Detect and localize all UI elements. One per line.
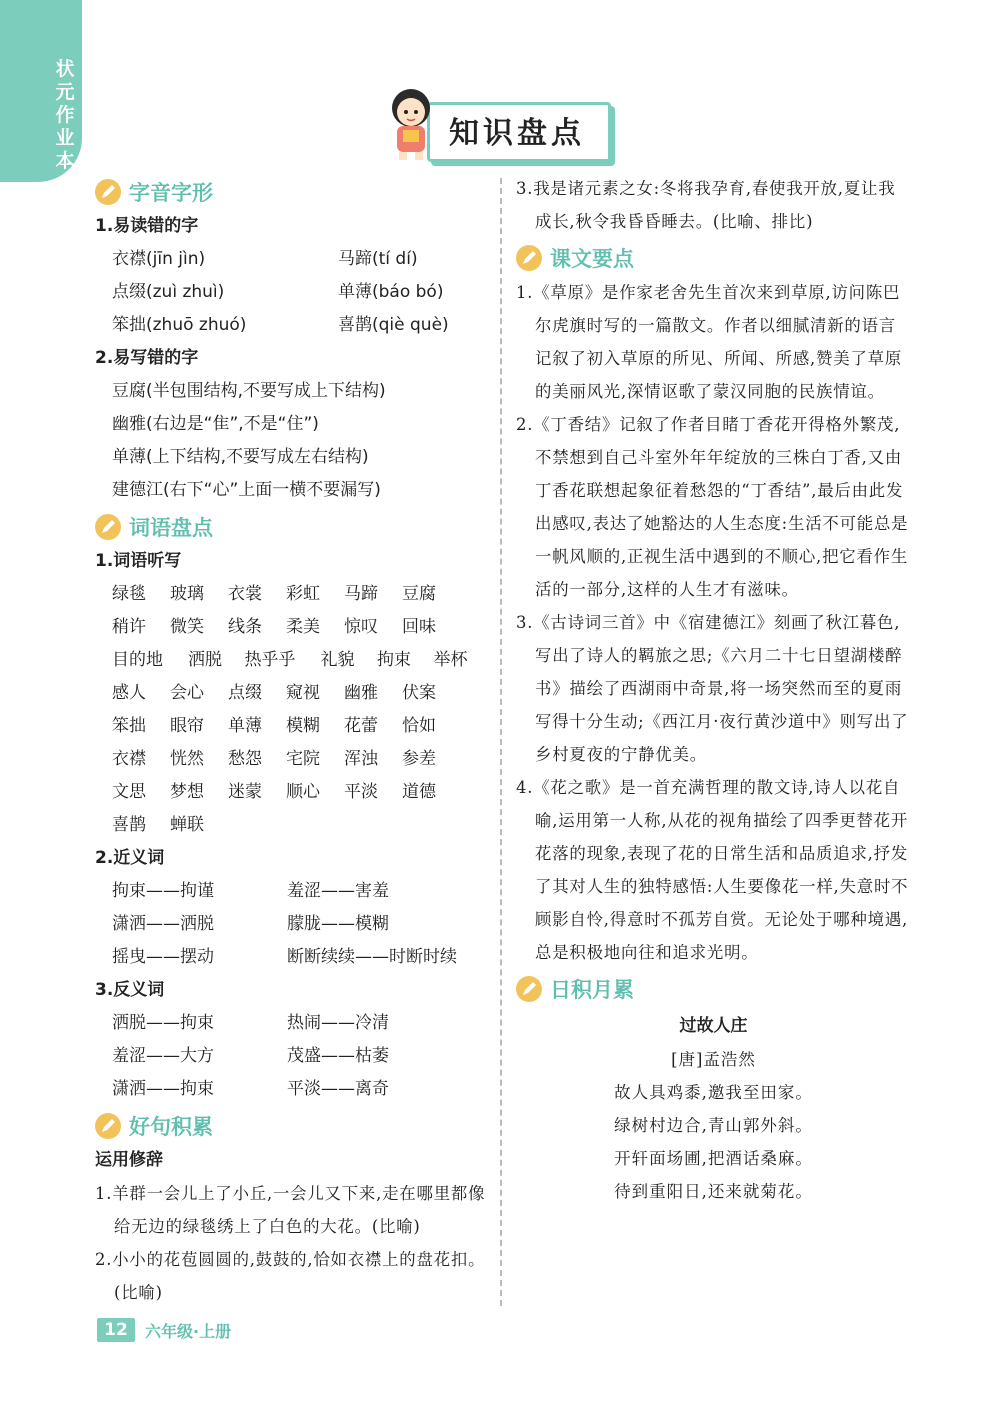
list-item: 3.我是诸元素之女:冬将我孕育,春使我开放,夏让我成长,秋令我昏昏睡去。(比喻、排比) [516,179,896,231]
side-tab [0,0,82,182]
page-title: 知识盘点 [449,116,585,151]
girl-mascot-icon [383,82,443,164]
list-item: 潇洒——拘束 平淡——离奇 [112,1079,389,1099]
word-row: 目的地 洒脱 热乎乎 礼貌 拘束 举杯 [112,650,468,670]
list-item: 2.小小的花苞圆圆的,鼓鼓的,恰如衣襟上的盘花扣。(比喻) [95,1250,486,1302]
word-row: 绿毯 玻璃 衣裳 彩虹 马蹄 豆腐 [112,584,436,604]
word-row: 稍许 微笑 线条 柔美 惊叹 回味 [112,617,436,637]
list-item: 单薄(上下结构,不要写成左右结构) [112,447,369,467]
list-item: 拘束——拘谨 羞涩——害羞 [112,881,389,901]
pencil-icon [95,1113,121,1139]
side-tab-text: 状元作业本 [55,58,75,172]
list-item: 摇曳——摆动 断断续续——时断时续 [112,947,457,967]
poem-line: 故人具鸡黍,邀我至田家。 [614,1083,813,1102]
list-item: 洒脱——拘束 热闹——冷清 [112,1013,389,1033]
section-heading [516,971,911,1007]
list-item: 笨拙(zhuō zhuó) 喜鹊(qiè què) [112,315,449,335]
list-item: 衣襟(jīn jìn) 马蹄(tí dí) [112,249,418,269]
section-heading [95,1108,490,1144]
list-item: 羞涩——大方 茂盛——枯萎 [112,1046,389,1066]
poem-title: 过故人庄 [679,1016,748,1036]
pencil-icon [95,179,121,205]
poem-author: [唐]孟浩然 [671,1050,756,1069]
section-title: 字音字形 [129,181,213,205]
page-header [383,82,613,162]
word-row: 笨拙 眼帘 单薄 模糊 花蕾 恰如 [112,716,436,736]
section-heading [516,240,911,276]
right-column [516,172,911,1208]
pencil-icon [516,245,542,271]
grade-label: 六年级·上册 [145,1321,232,1341]
list-item: 点缀(zuì zhuì) 单薄(báo bó) [112,282,444,302]
word-row: 衣襟 恍然 愁怨 宅院 浑浊 参差 [112,749,436,769]
list-item: 建德江(右下“心”上面一横不要漏写) [112,480,381,500]
list-item: 4.《花之歌》是一首充满哲理的散文诗,诗人以花自喻,运用第一人称,从花的视角描绘了四季更替花开花落的现象,表现了花的日常生活和品质追求,抒发了其对人生的独特感悟:人生要像花一样,失意时不顾影自怜,得意时不孤芳自赏。无论处于哪种境遇,总是积极地向往和追求光明。 [516,778,909,962]
list-item: 潇洒——洒脱 朦胧——模糊 [112,914,389,934]
word-row: 感人 会心 点缀 窥视 幽雅 伏案 [112,683,436,703]
word-row: 文思 梦想 迷蒙 顺心 平淡 道德 [112,782,436,802]
poem-line: 待到重阳日,还来就菊花。 [614,1182,813,1201]
section-heading [95,174,490,210]
column-divider [500,178,502,1306]
list-item: 1.羊群一会儿上了小丘,一会儿又下来,走在哪里都像给无边的绿毯绣上了白色的大花。(比喻) [95,1184,486,1236]
section-title: 词语盘点 [129,516,213,540]
list-item: 幽雅(右边是“隹”,不是“住”) [112,414,319,434]
list-item: 豆腐(半包围结构,不要写成上下结构) [112,381,386,401]
section-title: 好句积累 [129,1115,213,1139]
subheading: 1.词语听写 [95,551,182,571]
list-item: 1.《草原》是作家老舍先生首次来到草原,访问陈巴尔虎旗时写的一篇散文。作者以细腻清新的语言记叙了初入草原的所见、所闻、所感,赞美了草原的美丽风光,深情讴歌了蒙汉同胞的民族情谊。 [516,283,903,401]
poem-line: 绿树村边合,青山郭外斜。 [614,1116,813,1135]
page-footer [97,1318,231,1342]
section-title: 日积月累 [550,978,634,1002]
section-title: 课文要点 [550,247,634,271]
subheading: 1.易读错的字 [95,216,199,236]
list-item: 2.《丁香结》记叙了作者目睹丁香花开得格外繁茂,不禁想到自己斗室外年年绽放的三株白丁香,又由丁香花联想起象征着愁怨的“丁香结”,最后由此发出感叹,表达了她豁达的人生态度:生活不可能总是一帆风顺的,正视生活中遇到的不顺心,把它看作生活的一部分,这样的人生才有滋味。 [516,415,909,599]
word-row: 喜鹊 蝉联 [112,815,204,835]
pencil-icon [516,976,542,1002]
pencil-icon [95,514,121,540]
left-column [95,172,490,1309]
page-number: 12 [97,1318,135,1342]
subheading: 2.易写错的字 [95,348,199,368]
subheading: 运用修辞 [95,1150,163,1170]
subheading: 3.反义词 [95,980,165,1000]
section-heading [95,509,490,545]
subheading: 2.近义词 [95,848,165,868]
list-item: 3.《古诗词三首》中《宿建德江》刻画了秋江暮色,写出了诗人的羁旅之思;《六月二十七日望湖楼醉书》描绘了西湖雨中奇景,将一场突然而至的夏雨写得十分生动;《西江月·夜行黄沙道中》则写出了乡村夏夜的宁静优美。 [516,613,909,764]
poem-line: 开轩面场圃,把酒话桑麻。 [614,1149,813,1168]
